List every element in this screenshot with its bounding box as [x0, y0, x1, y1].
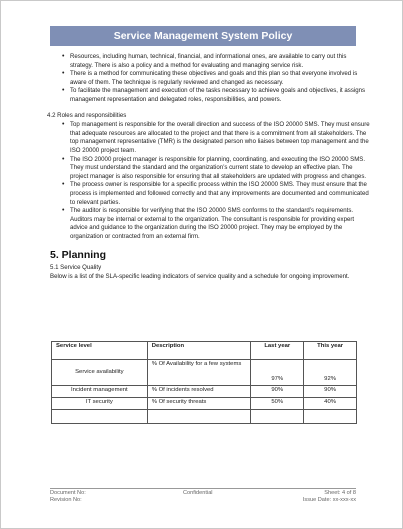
footer-divider: [50, 488, 356, 489]
column-header: Description: [147, 342, 251, 360]
list-item: • To facilitate the management and execution of the tasks necessary to achieve goals and objectives, it assigns management representation and delegated roles, responsibilities, and powers.: [50, 87, 370, 104]
document-number: Document No:: [50, 490, 86, 496]
footer-right: [303, 490, 356, 504]
table-header-row: [52, 342, 357, 360]
sheet-number: Sheet: 4 of 8: [324, 490, 356, 496]
list-item: • The ISO 20000 project manager is responsible for planning, coordinating, and executing the ISO 20000 SMS. They must understand the standard and the organization’s current state to develop an effective plan. The project manager is also responsible for ensuring that all stakeholders are updated with progress and changes.: [50, 156, 370, 182]
table-row: [52, 398, 357, 410]
table-cell: % Of incidents resolved: [147, 386, 251, 398]
table-cell: Service availability: [52, 360, 148, 386]
service-quality-table: [51, 341, 357, 424]
table-row: [52, 410, 357, 424]
table-cell: Incident management: [52, 386, 148, 398]
table-cell: [304, 410, 357, 424]
table-cell: 90%: [251, 386, 304, 398]
list-item: • Top management is responsible for the overall direction and success of the ISO 20000 SMS. They must ensure that adequate resources are allocated to the project and that there is a commitment from all stakeholders. The top management representative (TMR) is the designated person who liaises between top management and the ISO 20000 project team.: [50, 121, 370, 155]
table-cell: 40%: [304, 398, 357, 410]
planning-heading: 5. Planning: [50, 249, 107, 262]
column-header: Last year: [251, 342, 304, 360]
intro-bullet-list: [50, 53, 370, 105]
service-quality-intro: Below is a list of the SLA-specific leading indicators of service quality and a schedule for ongoing improvement.: [50, 272, 350, 280]
list-item: • The auditor is responsible for verifying that the ISO 20000 SMS conforms to the standard’s requirements. Auditors may be internal or external to the organization. The consultant is responsible for providing expert advice and guidance to the organization during the ISO 20000 project. They may be employed by the organization or contracted from an external firm.: [50, 207, 370, 241]
document-body: [47, 53, 370, 281]
list-item: • There is a method for communicating these objectives and goals and this plan so that everyone involved is aware of them. The technique is regularly reviewed and changed as necessary.: [50, 70, 370, 87]
service-quality-subheading: 5.1 Service Quality: [50, 264, 102, 272]
table-cell: [52, 410, 148, 424]
table-cell: 50%: [251, 398, 304, 410]
table-cell: % Of security threats: [147, 398, 251, 410]
roles-heading: 4.2 Roles and responsibilities: [47, 111, 127, 119]
table-cell: % Of Availability for a few systems: [147, 360, 251, 386]
roles-bullet-list: [50, 121, 370, 241]
footer-left: [50, 490, 86, 504]
table-cell: [147, 410, 251, 424]
list-item: • The process owner is responsible for a specific process within the ISO 20000 SMS. They must ensure that the process is implemented and followed correctly and that any improvements are documented and communicated to relevant parties.: [50, 181, 370, 207]
table-row: [52, 386, 357, 398]
table-row: [52, 360, 357, 386]
table-cell: 97%: [251, 360, 304, 386]
revision-number: Revision No:: [50, 497, 82, 503]
page-title: Service Management System Policy: [50, 26, 356, 46]
issue-date: Issue Date: xx-xxx-xx: [302, 497, 356, 503]
table-cell: IT security: [52, 398, 148, 410]
list-item: • Resources, including human, technical, financial, and informational ones, are available to carry out this strategy. There is also a policy and a method for evaluating and managing service risk.: [50, 53, 370, 70]
table-cell: 90%: [304, 386, 357, 398]
table-cell: 92%: [304, 360, 357, 386]
column-header: This year: [304, 342, 357, 360]
confidential-label: Confidential: [183, 490, 213, 496]
column-header: Service level: [52, 342, 148, 360]
table-cell: [251, 410, 304, 424]
